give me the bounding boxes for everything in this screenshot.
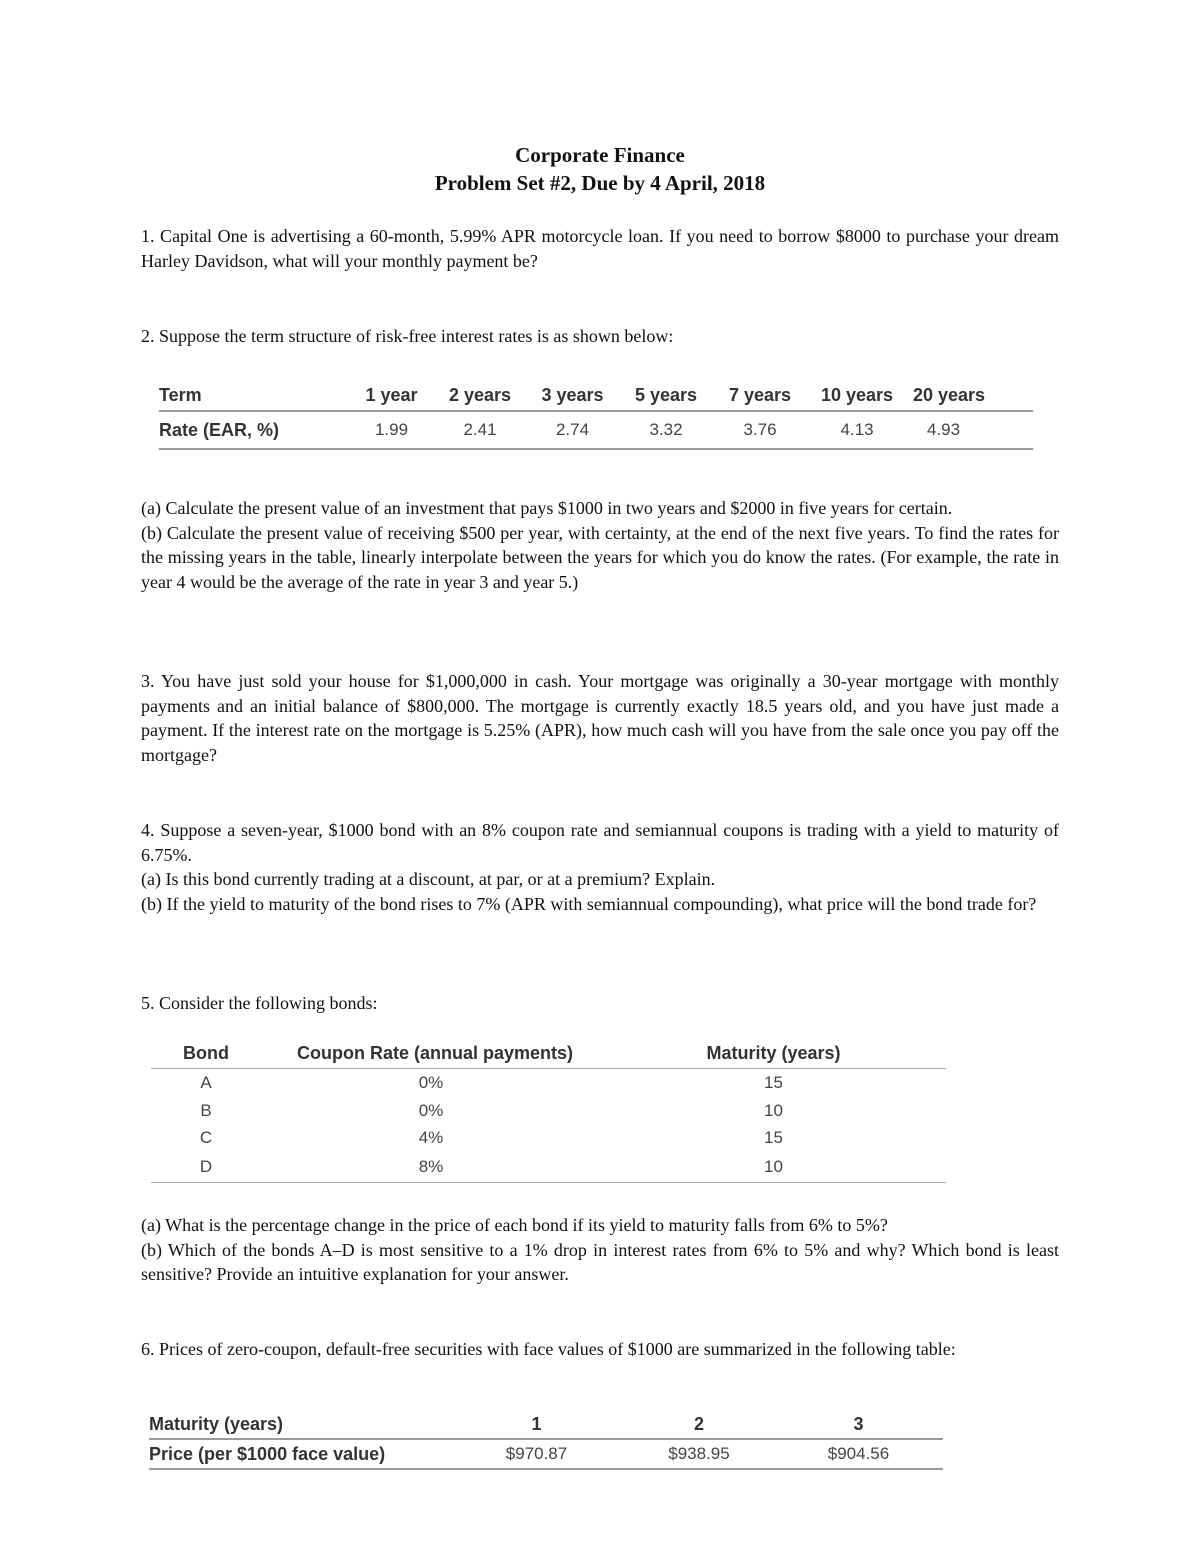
table-cell: B [200,1100,212,1120]
table-row [151,1097,946,1124]
rate-table-header [159,380,1033,411]
table-header-cell: 3 [853,1413,864,1434]
table-header-cell: 3 years [541,384,604,405]
prices-table [149,1410,943,1470]
table-header-cell: 7 years [728,384,792,405]
question-2-part-a: (a) Calculate the present value of an investment that pays $1000 in two years and $2000 in five years for certain. [141,498,953,518]
table-cell: D [199,1157,213,1176]
question-6-intro [141,1337,1059,1362]
table-header-cell: 20 years [913,384,986,405]
table-cell: C [199,1128,213,1147]
question-5-intro [141,991,1059,1016]
question-4 [141,818,1059,916]
table-row [151,1124,946,1152]
question-5-part-a: (a) What is the percentage change in the price of each bond if its yield to maturity falls from 6% to 5%? [141,1215,888,1235]
question-6-intro-text: 6. Prices of zero-coupon, default-free securities with face values of $1000 are summarized in the following table: [141,1339,956,1359]
table-cell: 0% [418,1100,444,1120]
table-header-cell: Maturity (years) [149,1413,284,1434]
question-4-text: 4. Suppose a seven-year, $1000 bond with an 8% coupon rate and semiannual coupons is trading with a yield to maturity of 6.75%. [141,820,1059,865]
table-cell: 4% [418,1128,444,1147]
table-header-cell: 5 years [634,384,698,405]
table-cell: $904.56 [827,1444,890,1463]
table-cell: $970.87 [505,1444,568,1463]
question-2-part-b: (b) Calculate the present value of receiving $500 per year, with certainty, at the end of the next five years. To find the rates for the missing years in the table, linearly interpolate between the years for which you do know the rates. (For example, the rate in year 4 would be the average of the rate in year 3 and year 5.) [141,522,1059,592]
table-row [151,1152,946,1183]
table-cell: 15 [764,1073,783,1092]
table-header-cell: 1 [531,1413,542,1434]
table-cell: 2.41 [463,420,497,439]
prices-table-row [149,1439,943,1469]
table-row-label: Rate (EAR, %) [159,419,280,440]
table-cell: 0% [418,1073,444,1092]
question-2-parts [141,496,1059,594]
table-header-cell: 2 years [448,384,512,405]
table-cell: $938.95 [668,1444,730,1463]
question-1 [141,224,1059,273]
table-row [151,1069,946,1098]
table-header-cell: 1 year [365,384,418,405]
question-4-part-a: (a) Is this bond currently trading at a discount, at par, or at a premium? Explain. [141,869,716,889]
question-1-text: 1. Capital One is advertising a 60-month, 5.99% APR motorcycle loan. If you need to borrow $8000 to purchase your dream Harley Davidson, what will your monthly payment be? [141,226,1059,271]
question-3 [141,669,1059,767]
table-header-cell: Bond [183,1042,229,1063]
table-header-cell: 10 years [820,384,894,405]
table-cell: 2.74 [555,420,590,439]
table-cell: 4.93 [927,420,961,439]
table-cell: 3.76 [743,420,777,439]
document-title: Corporate Finance [515,143,685,167]
table-cell: 4.13 [840,420,874,439]
table-cell: 8% [418,1157,444,1176]
table-row-label: Price (per $1000 face value) [149,1443,386,1464]
table-header-cell: 2 [693,1413,704,1434]
table-cell: 1.99 [374,420,409,439]
question-3-text: 3. You have just sold your house for $1,000,000 in cash. Your mortgage was originally a 30-year mortgage with monthly payments and an initial balance of $800,000. The mortgage is currently exactly 18.5 years old, and you have just made a payment. If the interest rate on the mortgage is 5.25% (APR), how much cash will you have from the sale once you pay off the mortgage? [141,671,1059,765]
table-header-cell: Term [159,384,202,405]
table-cell: 10 [764,1157,783,1176]
document-subtitle: Problem Set #2, Due by 4 April, 2018 [434,171,766,195]
prices-table-header [149,1410,943,1439]
table-header-cell: Maturity (years) [706,1042,841,1063]
rate-table-row [159,411,1033,449]
question-2-intro-text: 2. Suppose the term structure of risk-free interest rates is as shown below: [141,326,674,346]
table-cell: 10 [764,1100,783,1120]
table-header-cell: Coupon Rate (annual payments) [297,1042,574,1063]
question-5-parts [141,1213,1059,1287]
question-4-part-b: (b) If the yield to maturity of the bond rises to 7% (APR with semiannual compounding), what price will the bond trade for? [141,893,1037,914]
question-2-intro [141,324,1059,349]
bonds-table-header [151,1038,946,1069]
question-5-intro-text: 5. Consider the following bonds: [141,993,378,1013]
table-cell: 3.32 [649,420,683,439]
table-cell: 15 [764,1128,783,1147]
bonds-table [151,1038,946,1183]
rate-table [159,380,1033,450]
table-cell: A [200,1073,212,1092]
question-5-part-b: (b) Which of the bonds A–D is most sensitive to a 1% drop in interest rates from 6% to 5% and why? Which bond is least sensitive? Provide an intuitive explanation for your answer. [141,1239,1059,1284]
